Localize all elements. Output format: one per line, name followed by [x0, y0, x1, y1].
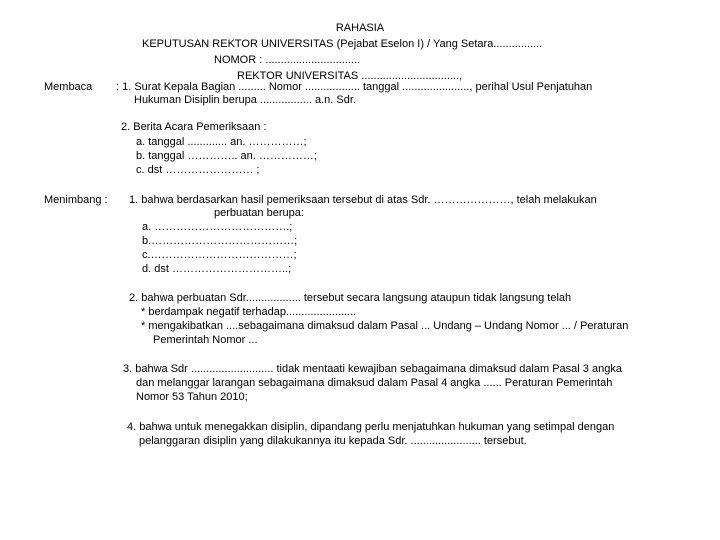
menimbang-p3-line2: dan melanggar larangan sebagaimana dimaksud dalam Pasal 4 angka ...... Peraturan Pemerintah — [136, 377, 613, 389]
menimbang-p1-b: b.…………………………………; — [142, 235, 298, 247]
membaca-item2-b: b. tanggal ………….. an. ……………; — [136, 150, 317, 162]
menimbang-p1-line2: perbuatan berupa: — [214, 207, 304, 219]
issuer-line: REKTOR UNIVERSITAS ................................, — [237, 70, 463, 82]
membaca-label: Membaca — [44, 81, 93, 93]
menimbang-p2-line3: * mengakibatkan ....sebagaimana dimaksud dalam Pasal ... Undang – Undang Nomor ... / Peraturan — [141, 320, 629, 332]
document-number: NOMOR : ............................... — [214, 54, 361, 66]
menimbang-p2-line2: * berdampak negatif terhadap....................... — [141, 306, 357, 318]
membaca-item2-title: 2. Berita Acara Pemeriksaan : — [121, 121, 267, 133]
menimbang-p1-c: c.…………………………………; — [142, 249, 297, 261]
membaca-item2-c: c. dst …………………… ; — [136, 164, 260, 176]
menimbang-p1-d: d. dst …………………………..; — [142, 263, 292, 275]
menimbang-p3-line1: 3. bahwa Sdr ........................... tidak mentaati kewajiban sebagaimana dimaksud dalam Pasal 3 angka — [123, 363, 622, 375]
menimbang-p3-line3: Nomor 53 Tahun 2010; — [136, 391, 248, 403]
membaca-item1-line2: Hukuman Disiplin berupa ................. a.n. Sdr. — [134, 94, 356, 106]
menimbang-p2-line4: Pemerintah Nomor ... — [153, 334, 258, 346]
menimbang-p1-a: a. ……………………………….; — [142, 221, 293, 233]
membaca-item1-line1: : 1. Surat Kepala Bagian ......... Nomor .................. tanggal ......................, perihal Usul Penjatuhan — [116, 81, 593, 93]
menimbang-p4-line2: pelanggaran disiplin yang dilakukannya itu kepada Sdr. ....................... tersebut. — [139, 435, 527, 447]
menimbang-p4-line1: 4. bahwa untuk menegakkan disiplin, dipandang perlu menjatuhkan hukuman yang setimpal dengan — [127, 421, 615, 433]
classification-label: RAHASIA — [335, 22, 385, 34]
menimbang-label: Menimbang : — [44, 194, 108, 206]
menimbang-p2-line1: 2. bahwa perbuatan Sdr.................. tersebut secara langsung ataupun tidak langsung telah — [129, 292, 572, 304]
document-title: KEPUTUSAN REKTOR UNIVERSITAS (Pejabat Eselon I) / Yang Setara................ — [142, 38, 543, 50]
membaca-item2-a: a. tanggal ............. an. ……………; — [136, 136, 307, 148]
menimbang-p1-line1: 1. bahwa berdasarkan hasil pemeriksaan tersebut di atas Sdr. …………………, telah melakukan — [129, 194, 597, 206]
